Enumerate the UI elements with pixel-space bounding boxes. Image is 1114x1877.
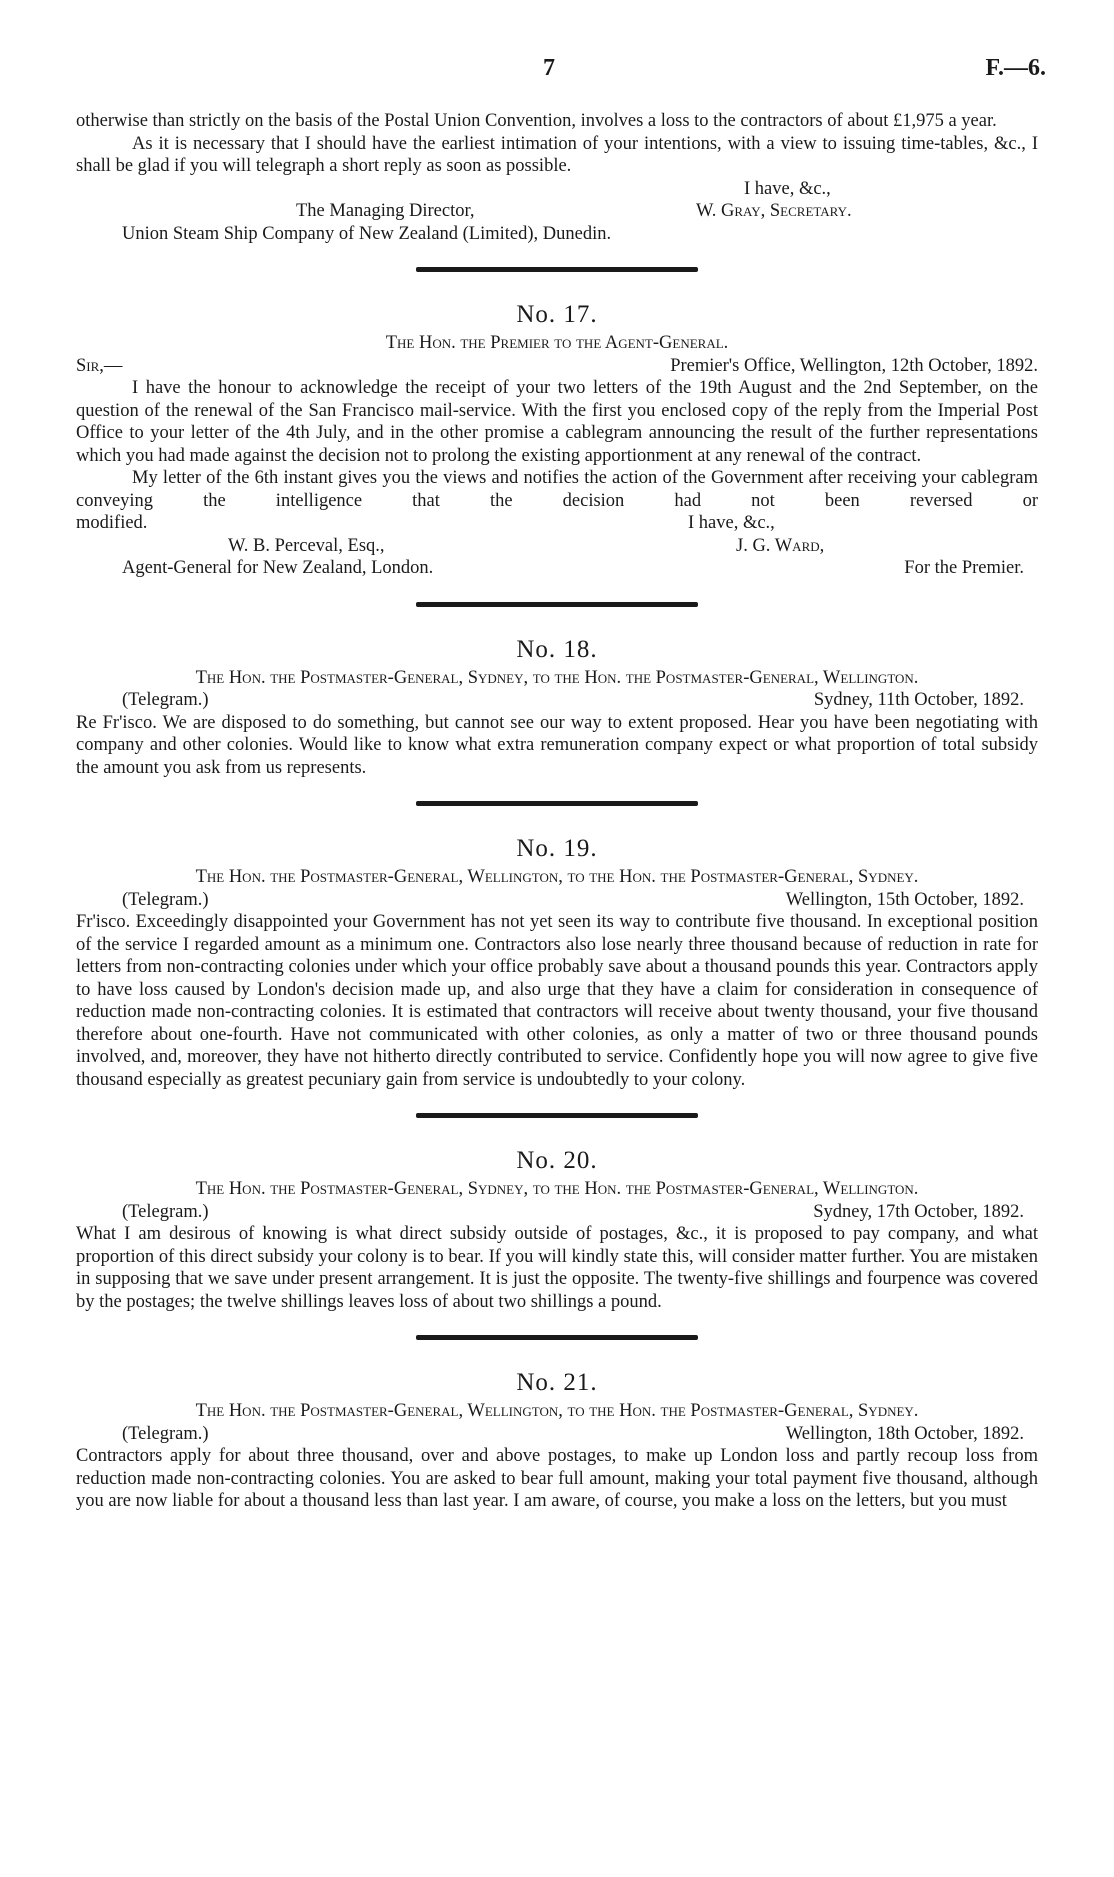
section-17-paragraph-1: I have the honour to acknowledge the receipt of your two letters of the 19th August and the 2nd September, on the question of the renewal of the San Francisco mail-service. With the first you enclosed copy of the reply from the Imperial Post Office to your letter of the 4th July, and in the other promise a cablegram announcing the result of the further representations which you had made against the decision not to prolong the existing apportionment at any renewal of the contract. — [76, 378, 1038, 466]
document-reference: F.—6. — [985, 55, 1046, 81]
dateline: Sydney, 17th October, 1892. — [813, 1201, 1024, 1222]
section-19-heading: The Hon. the Postmaster-General, Wellington, to the Hon. the Postmaster-General, Sydney. — [195, 867, 919, 887]
section-21-body: Contractors apply for about three thousand, over and above postages, to make up London loss and partly recoup loss from reduction made non-contracting colonies. You are asked to bear full amount, making your total payment five thousand, although you are now liable for about a thousand less than last year. I am aware, of course, you make a loss on the letters, but you must — [76, 1446, 1038, 1511]
addressee-line-2: Union Steam Ship Company of New Zealand (Limited), Dunedin. — [122, 223, 612, 244]
message-type: (Telegram.) — [122, 1423, 209, 1444]
section-18-body: Re Fr'isco. We are disposed to do something, but cannot see our way to extent proposed. Hear you have been negotiating with company and other colonies. Would like to know what extra remuneration company expect or what proportion of total subsidy the amount you ask from us represents. — [76, 712, 1038, 778]
salutation: Sir,— — [76, 355, 123, 376]
closing: I have, &c., — [744, 178, 831, 199]
addressee-line-1: W. B. Perceval, Esq., — [228, 535, 385, 556]
section-number-18: No. 18. — [516, 635, 598, 663]
addressee-signature-row — [76, 200, 1038, 223]
section-19-dateline-row — [76, 889, 1038, 912]
paragraph-end: modified. — [76, 513, 148, 533]
section-21-heading: The Hon. the Postmaster-General, Wellington, to the Hon. the Postmaster-General, Sydney. — [195, 1401, 919, 1421]
section-17-addressee-row — [76, 535, 1038, 558]
dateline: Premier's Office, Wellington, 12th October, 1892. — [670, 355, 1038, 376]
dateline: Wellington, 18th October, 1892. — [785, 1423, 1024, 1444]
message-type: (Telegram.) — [122, 690, 209, 710]
section-19-body: Fr'isco. Exceedingly disappointed your Government has not yet seen its way to contribute five thousand. In exceptional position of the service I regarded amount as a minimum one. Contractors also lose nearly three thousand because of reduction in rate for letters from non-contracting colonies under which your office probably save about a thousand pounds this year. Contractors apply to have loss caused by London's decision made up, and also urge that they have a claim for consideration in consequence of reduction made non-contracting colonies. It is estimated that contractors will receive about twenty thousand, your five thousand therefore about one-fourth. Have not communicated with other colonies, as only a matter of two or three thousand pounds involved, and, moreover, they have not hitherto directly contributed to service. Confidently hope you will now agree to give five thousand especially as greatest pecuniary gain from service is undoubtedly to your colony. — [76, 912, 1038, 1090]
section-20-body: What I am desirous of knowing is what direct subsidy outside of postages, &c., it is proposed to pay company, and what proportion of this direct subsidy your colony is to bear. If you will kindly state this, will consider matter further. You are mistaken in supposing that we save under present arrangement. It is just the opposite. The twenty-five shillings and fourpence was covered by the postages; the twelve shillings leaves loss of about two shillings a pound. — [76, 1224, 1038, 1312]
section-17-addressee-row-2 — [76, 557, 1038, 580]
addressee-line-1: The Managing Director, — [296, 201, 475, 221]
dateline: Sydney, 11th October, 1892. — [813, 690, 1024, 710]
closing: I have, &c., — [688, 513, 775, 533]
closing-row — [76, 178, 1038, 201]
page-header — [0, 55, 1114, 85]
section-17-closing-row — [76, 512, 1038, 535]
addressee-row — [76, 223, 1038, 246]
addressee-line-2: Agent-General for New Zealand, London. — [122, 558, 434, 578]
section-18-heading: The Hon. the Postmaster-General, Sydney, to the Hon. the Postmaster-General, Wellington. — [195, 667, 919, 688]
for-line: For the Premier. — [904, 558, 1024, 578]
page-content — [76, 110, 1038, 1513]
section-17-dateline-row — [76, 355, 1038, 378]
section-number-19: No. 19. — [516, 835, 598, 862]
message-type: (Telegram.) — [122, 1201, 209, 1222]
signature: J. G. Ward, — [736, 535, 825, 556]
opening-paragraph-2: As it is necessary that I should have the earliest intimation of your intentions, with a view to issuing time-tables, &c., I shall be glad if you will telegraph a short reply as soon as possible. — [76, 133, 1038, 176]
message-type: (Telegram.) — [122, 889, 209, 910]
page-number: 7 — [543, 55, 555, 81]
section-17-paragraph-2: My letter of the 6th instant gives you the views and notifies the action of the Government after receiving your cablegram conveying the intelligence that the decision had not been reversed or — [76, 468, 1038, 511]
signature: W. Gray, Secretary. — [696, 201, 852, 221]
section-number-20: No. 20. — [516, 1147, 598, 1174]
section-number-21: No. 21. — [516, 1369, 598, 1396]
section-18-dateline-row — [76, 689, 1038, 712]
dateline: Wellington, 15th October, 1892. — [785, 889, 1024, 910]
opening-paragraph-1: otherwise than strictly on the basis of the Postal Union Convention, involves a loss to the contractors of about £1,975 a year. — [76, 111, 997, 131]
section-number-17: No. 17. — [516, 301, 598, 328]
section-21-dateline-row — [76, 1423, 1038, 1446]
section-20-dateline-row — [76, 1201, 1038, 1224]
section-17-heading: The Hon. the Premier to the Agent-General. — [385, 333, 729, 353]
section-20-heading: The Hon. the Postmaster-General, Sydney, to the Hon. the Postmaster-General, Wellington. — [195, 1179, 919, 1199]
